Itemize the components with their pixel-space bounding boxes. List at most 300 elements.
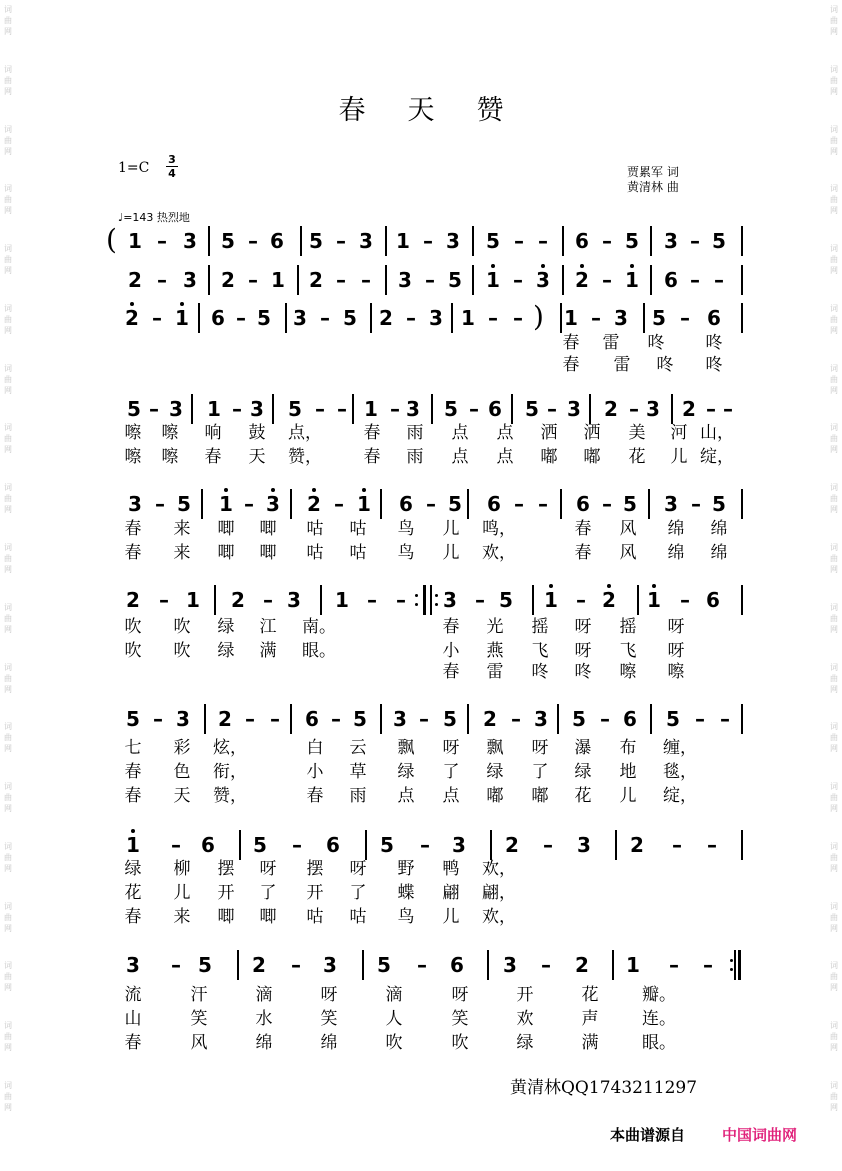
dash-note: –	[315, 397, 325, 421]
dash-note: –	[334, 492, 344, 516]
bar-line	[467, 489, 469, 519]
bar-line	[239, 830, 241, 860]
lyric-char: 春	[124, 762, 142, 782]
watermark-text	[826, 4, 842, 37]
lyric-char: 欢，	[482, 859, 516, 879]
watermark-char: 词	[4, 782, 12, 791]
note: 1	[186, 588, 200, 612]
bar-line	[557, 704, 559, 734]
note: 6	[707, 306, 721, 330]
note: 2	[630, 833, 644, 857]
bar-line	[208, 265, 210, 295]
dash-note: –	[406, 306, 416, 330]
lyric-char: 小	[442, 641, 460, 661]
note: 3	[183, 229, 197, 253]
lyric-char: 点	[397, 786, 415, 806]
bar-line	[380, 489, 382, 519]
dash-note: –	[723, 397, 733, 421]
note: 1	[644, 585, 664, 615]
watermark-char: 曲	[4, 554, 12, 563]
watermark-char: 曲	[830, 733, 838, 742]
lyric-char: 欢	[516, 1009, 534, 1029]
note: 3	[567, 397, 581, 421]
watermark-char: 词	[4, 244, 12, 253]
staff-row	[0, 704, 842, 734]
lyric-char: 春	[574, 519, 592, 539]
staff-row	[0, 585, 842, 615]
repeat-dots	[414, 585, 420, 615]
note: 2	[218, 707, 232, 731]
lyric-char: 摆	[306, 859, 324, 879]
note: 6	[623, 707, 637, 731]
note: 2	[126, 588, 140, 612]
note: 5	[443, 707, 457, 731]
note: 5	[253, 833, 267, 857]
watermark-char: 词	[4, 483, 12, 492]
time-signature-denominator: 4	[168, 167, 176, 180]
watermark-char: 曲	[4, 494, 12, 503]
bar-line	[562, 226, 564, 256]
lyric-char: 呀	[451, 985, 469, 1005]
staff-row	[0, 950, 842, 980]
note: 2	[379, 306, 393, 330]
lyric-char: 布	[619, 738, 637, 758]
watermark-text	[0, 901, 16, 934]
watermark-char: 曲	[4, 76, 12, 85]
lyric-char: 呀	[574, 641, 592, 661]
lyric-char: 咚	[531, 662, 549, 682]
lyric-char: 春	[124, 1033, 142, 1053]
watermark-char: 词	[830, 423, 838, 432]
note: 5	[444, 397, 458, 421]
note: 5	[380, 833, 394, 857]
watermark-char: 曲	[830, 554, 838, 563]
lyric-char: 开	[217, 883, 235, 903]
bar-line	[285, 303, 287, 333]
dash-note: –	[159, 588, 169, 612]
staff-row	[0, 489, 842, 519]
watermark-text	[826, 183, 842, 216]
lyric-char: 咚	[656, 355, 674, 375]
lyric-char: 绿	[574, 762, 592, 782]
note: 6	[270, 229, 284, 253]
note: 2	[221, 268, 235, 292]
lyric-char: 七	[124, 738, 142, 758]
note: 3	[503, 953, 517, 977]
dash-note: –	[337, 397, 347, 421]
watermark-char: 曲	[830, 315, 838, 324]
bar-line	[300, 226, 302, 256]
note: 3	[393, 707, 407, 731]
lyric-char: 雨	[406, 423, 424, 443]
time-signature-numerator: 3	[166, 154, 178, 167]
watermark-char: 曲	[830, 434, 838, 443]
lyric-char: 咚	[705, 333, 723, 353]
dash-note: –	[336, 229, 346, 253]
note: 3	[287, 588, 301, 612]
watermark-char: 词	[4, 842, 12, 851]
lyric-char: 咕	[349, 519, 367, 539]
lyric-char: 花	[628, 447, 646, 467]
dash-note: –	[420, 833, 430, 857]
note: 6	[399, 492, 413, 516]
note: 5	[353, 707, 367, 731]
bar-line	[560, 303, 562, 333]
note: 2	[682, 397, 696, 421]
note: 6	[450, 953, 464, 977]
watermark-char: 网	[830, 326, 838, 335]
dash-note: –	[690, 229, 700, 253]
watermark-char: 词	[4, 423, 12, 432]
lyric-char: 了	[442, 762, 460, 782]
bar-line	[467, 704, 469, 734]
lyric-char: 春	[204, 447, 222, 467]
watermark-char: 网	[830, 27, 838, 36]
watermark-char: 词	[4, 543, 12, 552]
lyric-char: 声	[581, 1009, 599, 1029]
note: 3	[533, 265, 553, 295]
lyric-char: 眼。	[302, 641, 336, 661]
watermark-char: 曲	[830, 674, 838, 683]
bar-line	[650, 226, 652, 256]
watermark-char: 曲	[4, 913, 12, 922]
lyric-char: 开	[516, 985, 534, 1005]
lyric-char: 欢，	[482, 907, 516, 927]
watermark-char: 词	[830, 663, 838, 672]
lyric-char: 唧	[259, 519, 277, 539]
watermark-char: 词	[830, 364, 838, 373]
dash-note: –	[367, 588, 377, 612]
end-bar-line	[741, 830, 743, 860]
dash-note: –	[672, 833, 682, 857]
bar-line	[272, 394, 274, 424]
high-octave-dot	[652, 584, 656, 588]
watermark-char: 词	[4, 1081, 12, 1090]
dash-note: –	[425, 268, 435, 292]
dash-note: –	[576, 588, 586, 612]
lyric-char: 衔，	[213, 762, 247, 782]
dash-note: –	[720, 707, 730, 731]
bar-line	[290, 489, 292, 519]
dash-note: –	[602, 268, 612, 292]
watermark-char: 网	[830, 147, 838, 156]
lyric-char: 绿	[516, 1033, 534, 1053]
staff-row	[0, 394, 842, 424]
repeat-dot	[730, 968, 733, 971]
watermark-char: 网	[830, 445, 838, 454]
bar-line	[290, 704, 292, 734]
watermark-text	[0, 363, 16, 396]
lyric-char: 咕	[349, 543, 367, 563]
watermark-char: 网	[830, 505, 838, 514]
watermark-char: 词	[4, 364, 12, 373]
lyric-char: 鸭	[442, 859, 460, 879]
watermark-char: 网	[830, 924, 838, 933]
watermark-char: 网	[4, 744, 12, 753]
dash-note: –	[426, 492, 436, 516]
note: 6	[211, 306, 225, 330]
watermark-char: 曲	[830, 16, 838, 25]
lyric-char: 笑	[320, 1009, 338, 1029]
lyric-char: 眼。	[642, 1033, 676, 1053]
bar-line	[208, 226, 210, 256]
watermark-char: 词	[4, 902, 12, 911]
end-bar-line	[741, 585, 743, 615]
lyricist-credit: 贾累军 词	[627, 165, 679, 179]
lyric-char: 绿	[397, 762, 415, 782]
dash-note: –	[511, 707, 521, 731]
dash-note: –	[543, 833, 553, 857]
watermark-char: 网	[830, 565, 838, 574]
lyric-char: 飞	[619, 641, 637, 661]
note: 2	[572, 265, 592, 295]
watermark-char: 曲	[830, 793, 838, 802]
watermark-char: 曲	[4, 793, 12, 802]
contact-qq: 黄清林QQ1743211297	[510, 1078, 698, 1098]
repeat-dot	[435, 603, 438, 606]
bar-line	[380, 704, 382, 734]
lyric-char: 唧	[259, 907, 277, 927]
dash-note: –	[475, 588, 485, 612]
note: 3	[176, 707, 190, 731]
note: 5	[572, 707, 586, 731]
note: 3	[614, 306, 628, 330]
watermark-char: 曲	[830, 375, 838, 384]
bar-line	[615, 830, 617, 860]
lyric-char: 江	[259, 617, 277, 637]
end-bar-line	[741, 704, 743, 734]
lyric-char: 天	[248, 447, 266, 467]
watermark-char: 曲	[830, 494, 838, 503]
note: 3	[126, 953, 140, 977]
watermark-text	[826, 542, 842, 575]
watermark-char: 网	[4, 983, 12, 992]
watermark-char: 网	[830, 625, 838, 634]
note: 3	[398, 268, 412, 292]
lyric-char: 点	[442, 786, 460, 806]
lyric-char: 吹	[124, 617, 142, 637]
note: 2	[505, 833, 519, 857]
lyric-char: 春	[562, 355, 580, 375]
watermark-text	[826, 124, 842, 157]
bar-line	[204, 704, 206, 734]
lyric-char: 春	[124, 907, 142, 927]
watermark-char: 曲	[830, 76, 838, 85]
watermark-char: 网	[4, 804, 12, 813]
dash-note: –	[703, 953, 713, 977]
watermark-text	[0, 662, 16, 695]
watermark-char: 词	[830, 543, 838, 552]
high-octave-dot	[312, 488, 316, 492]
note: 5	[198, 953, 212, 977]
watermark-char: 网	[830, 206, 838, 215]
dash-note: –	[538, 229, 548, 253]
lyric-char: 摆	[217, 859, 235, 879]
dash-note: –	[248, 268, 258, 292]
watermark-char: 网	[4, 386, 12, 395]
note: 2	[599, 585, 619, 615]
note: 5	[309, 229, 323, 253]
watermark-char: 词	[4, 5, 12, 14]
watermark-char: 网	[4, 565, 12, 574]
note: 1	[461, 306, 475, 330]
tempo-marking: ♩=143 热烈地	[118, 211, 190, 224]
lyric-char: 绿	[217, 617, 235, 637]
bar-line	[362, 950, 364, 980]
source-label: 本曲谱源自	[610, 1126, 686, 1144]
lyric-char: 了	[349, 883, 367, 903]
watermark-char: 曲	[830, 195, 838, 204]
watermark-char: 网	[830, 1103, 838, 1112]
dash-note: –	[538, 492, 548, 516]
watermark-char: 网	[4, 1043, 12, 1052]
lyric-char: 嚓	[619, 662, 637, 682]
bar-line	[643, 303, 645, 333]
watermark-char: 曲	[830, 614, 838, 623]
dash-note: –	[680, 306, 690, 330]
lyric-char: 儿	[173, 883, 191, 903]
watermark-char: 网	[830, 864, 838, 873]
dash-note: –	[331, 707, 341, 731]
lyric-char: 嚓	[161, 447, 179, 467]
lyric-char: 绽，	[700, 447, 734, 467]
lyric-char: 春	[124, 786, 142, 806]
bar-line	[385, 265, 387, 295]
lyric-char: 绵	[667, 519, 685, 539]
watermark-char: 网	[4, 206, 12, 215]
lyric-char: 流	[124, 985, 142, 1005]
note: 2	[128, 268, 142, 292]
repeat-dots	[434, 585, 440, 615]
lyric-char: 鼓	[248, 423, 266, 443]
lyric-char: 嘟	[531, 786, 549, 806]
lyric-char: 蝶	[397, 883, 415, 903]
dash-note: –	[155, 492, 165, 516]
staff-row	[0, 265, 842, 295]
watermark-char: 曲	[4, 195, 12, 204]
lyric-char: 花	[574, 786, 592, 806]
lyric-char: 春	[562, 333, 580, 353]
lyric-char: 点	[451, 447, 469, 467]
dash-note: –	[153, 707, 163, 731]
end-bar-line	[741, 489, 743, 519]
repeat-dot	[415, 603, 418, 606]
watermark-char: 曲	[830, 136, 838, 145]
dash-note: –	[336, 268, 346, 292]
note: 3	[664, 492, 678, 516]
staff-row	[0, 830, 842, 860]
lyric-char: 春	[306, 786, 324, 806]
watermark-text	[826, 1020, 842, 1053]
lyric-char: 嘟	[486, 786, 504, 806]
watermark-char: 网	[4, 1103, 12, 1112]
note: 3	[429, 306, 443, 330]
bar-line	[589, 394, 591, 424]
note: 5	[525, 397, 539, 421]
lyric-char: 翩	[442, 883, 460, 903]
bar-line	[237, 950, 239, 980]
note: 5	[177, 492, 191, 516]
lyric-char: 风	[619, 519, 637, 539]
watermark-char: 词	[4, 304, 12, 313]
high-octave-dot	[131, 829, 135, 833]
watermark-char: 曲	[4, 136, 12, 145]
lyric-char: 彩	[173, 738, 191, 758]
site-name[interactable]: 中国词曲网	[722, 1126, 798, 1144]
lyric-char: 嚓	[161, 423, 179, 443]
high-octave-dot	[271, 488, 275, 492]
note: 3	[406, 397, 420, 421]
note: 3	[443, 588, 457, 612]
note: 3	[359, 229, 373, 253]
lyric-char: 嚓	[124, 447, 142, 467]
dash-note: –	[469, 397, 479, 421]
note: 5	[448, 492, 462, 516]
note: 3	[577, 833, 591, 857]
watermark-text	[0, 4, 16, 37]
lyric-char: 嚓	[667, 662, 685, 682]
lyric-char: 野	[397, 859, 415, 879]
note: 5	[486, 229, 500, 253]
watermark-text	[826, 363, 842, 396]
note: 5	[127, 397, 141, 421]
watermark-char: 曲	[4, 972, 12, 981]
watermark-char: 词	[830, 5, 838, 14]
repeat-thin-line	[430, 585, 432, 615]
lyric-char: 洒	[583, 423, 601, 443]
lyric-char: 绵	[667, 543, 685, 563]
lyric-char: 点，	[288, 423, 322, 443]
lyric-char: 欢，	[482, 543, 516, 563]
lyric-char: 咕	[349, 907, 367, 927]
lyric-char: 笑	[451, 1009, 469, 1029]
high-octave-dot	[580, 264, 584, 268]
repeat-thick-line	[423, 585, 426, 615]
note: 6	[487, 492, 501, 516]
dash-note: –	[248, 229, 258, 253]
dash-note: –	[591, 306, 601, 330]
watermark-char: 曲	[830, 1092, 838, 1101]
lyric-char: 燕	[486, 641, 504, 661]
lyric-char: 汗	[190, 985, 208, 1005]
lyric-char: 瓣。	[642, 985, 676, 1005]
bar-line	[637, 585, 639, 615]
repeat-dot	[415, 594, 418, 597]
lyric-char: 赞，	[288, 447, 322, 467]
dash-note: –	[232, 397, 242, 421]
high-octave-dot	[607, 584, 611, 588]
high-octave-dot	[491, 264, 495, 268]
watermark-char: 网	[830, 744, 838, 753]
watermark-char: 词	[830, 304, 838, 313]
lyric-char: 雨	[349, 786, 367, 806]
watermark-char: 词	[830, 184, 838, 193]
lyric-char: 洒	[540, 423, 558, 443]
note: 2	[575, 953, 589, 977]
bar-line	[560, 489, 562, 519]
lyric-char: 呀	[320, 985, 338, 1005]
lyric-char: 唧	[217, 543, 235, 563]
note: 5	[625, 229, 639, 253]
dash-note: –	[513, 306, 523, 330]
lyric-char: 飞	[531, 641, 549, 661]
dash-note: –	[547, 397, 557, 421]
bar-line	[648, 489, 650, 519]
note: 6	[305, 707, 319, 731]
watermark-char: 曲	[4, 1032, 12, 1041]
lyric-char: 咚	[647, 333, 665, 353]
watermark-char: 网	[830, 386, 838, 395]
